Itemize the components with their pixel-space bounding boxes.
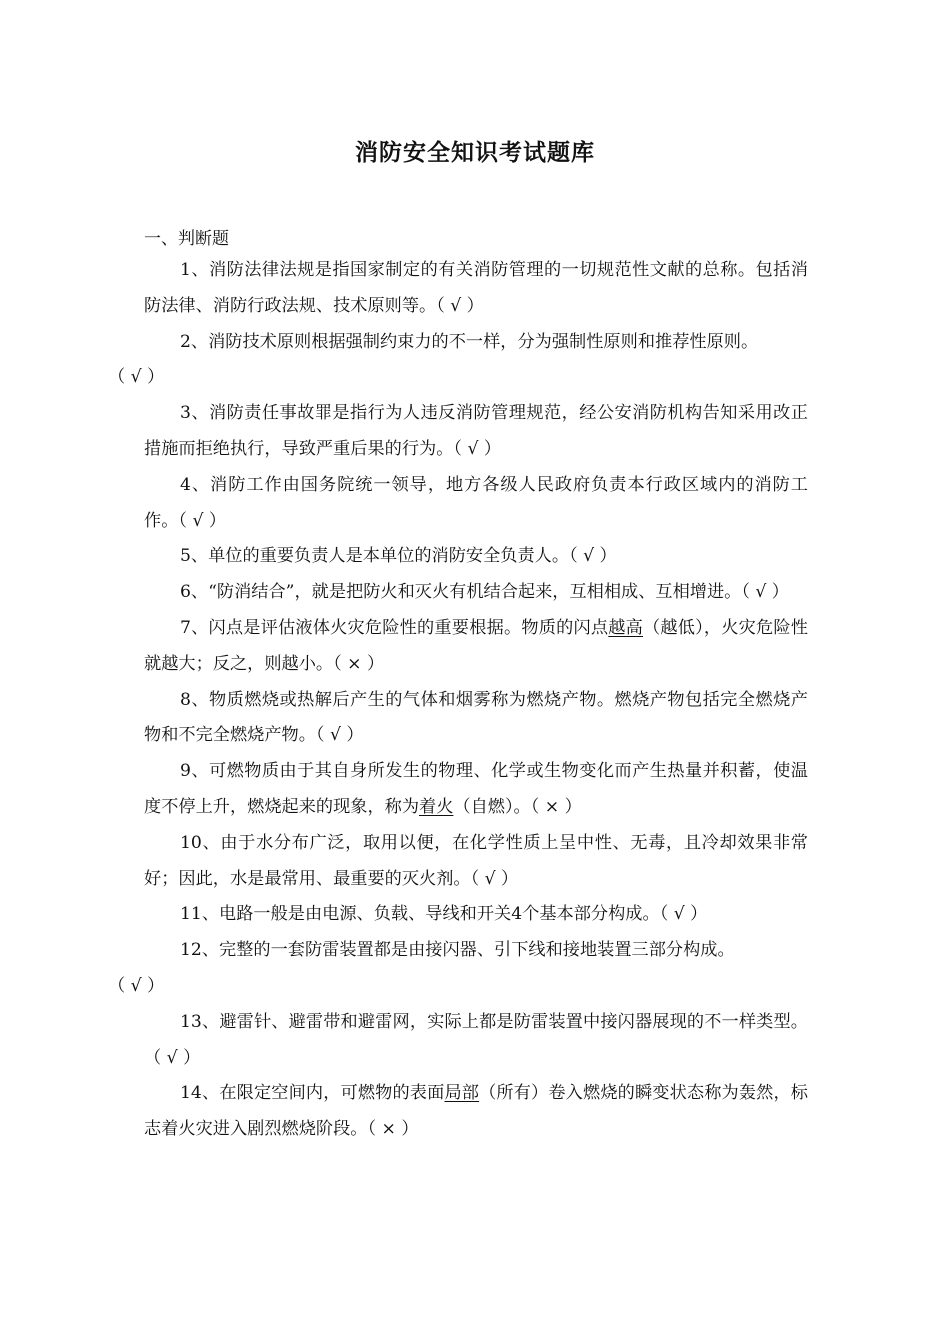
question-item: 13、避雷针、避雷带和避雷网，实际上都是防雷装置中接闪器展现的不一样类型。（ √ ） xyxy=(144,1011,808,1068)
question-item: 4、消防工作由国务院统一领导，地方各级人民政府负责本行政区域内的消防工作。（ √ ） xyxy=(144,474,808,531)
underlined-term: 着火 xyxy=(419,796,454,817)
underlined-term: 越高 xyxy=(608,617,643,638)
question-item: 6、“防消结合”，就是把防火和灭火有机结合起来，互相相成、互相增进。（ √ ） xyxy=(180,582,789,603)
question-item: 5、单位的重要负责人是本单位的消防安全负责人。（ √ ） xyxy=(180,546,617,567)
question-item: 8、物质燃烧或热解后产生的气体和烟雾称为燃烧产物。燃烧产物包括完全燃烧产物和不完全燃烧产物。（ √ ） xyxy=(144,689,808,746)
question-item: 12、完整的一套防雷装置都是由接闪器、引下线和接地装置三部分构成。 （ √ ） xyxy=(108,940,735,996)
question-item: 1、消防法律法规是指国家制定的有关消防管理的一切规范性文献的总称。包括消防法律、消防行政法规、技术原则等。（ √ ） xyxy=(144,260,808,316)
question-item: 14、在限定空间内，可燃物的表面局部（所有）卷入燃烧的瞬变状态称为轰然，标志着火灾进入剧烈燃烧阶段。（ × ） xyxy=(144,1083,808,1140)
document-title: 消防安全知识考试题库 xyxy=(355,140,595,166)
question-item: 3、消防责任事故罪是指行为人违反消防管理规范，经公安消防机构告知采用改正措施而拒绝执行，导致严重后果的行为。（ √ ） xyxy=(144,403,808,459)
question-item: 9、可燃物质由于其自身所发生的物理、化学或生物变化而产生热量并积蓄，使温度不停上升，燃烧起来的现象，称为着火（自燃）。（ × ） xyxy=(144,761,808,817)
question-item: 2、消防技术原则根据强制约束力的不一样，分为强制性原则和推荐性原则。 （ √ ） xyxy=(108,331,759,388)
underlined-term: 局部 xyxy=(444,1083,480,1104)
section-heading: 一、判断题 xyxy=(144,229,229,249)
question-item: 7、闪点是评估液体火灾危险性的重要根据。物质的闪点越高（越低），火灾危险性就越大；反之，则越小。（ × ） xyxy=(144,617,808,674)
question-list xyxy=(108,253,808,1148)
question-item: 10、由于水分布广泛，取用以便，在化学性质上呈中性、无毒，且冷却效果非常好；因此，水是最常用、最重要的灭火剂。（ √ ） xyxy=(144,832,808,889)
question-item: 11、电路一般是由电源、负载、导线和开关4个基本部分构成。（ √ ） xyxy=(180,904,708,925)
